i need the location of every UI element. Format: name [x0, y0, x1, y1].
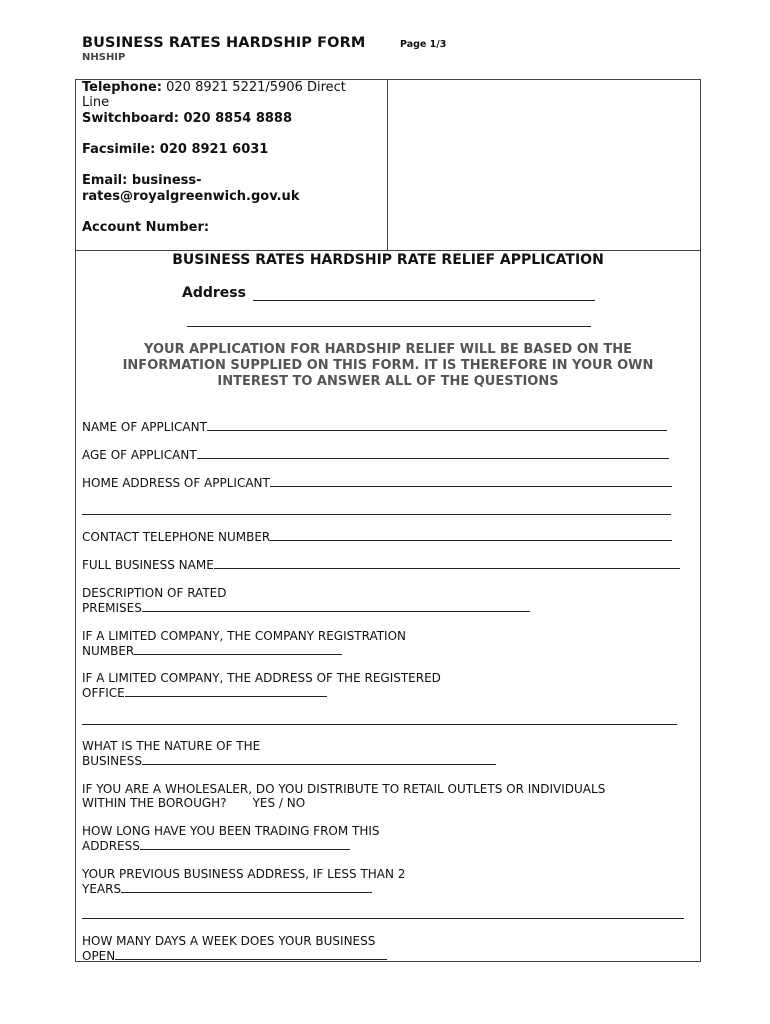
question-business-name [82, 557, 680, 572]
notice-line-3: INTEREST TO ANSWER ALL OF THE QUESTIONS [217, 374, 559, 389]
days-label-1: HOW MANY DAYS A WEEK DOES YOUR BUSINESS [82, 934, 376, 948]
page-number: Page 1/3 [400, 39, 447, 50]
section-divider [75, 250, 701, 251]
notice-line-1: YOUR APPLICATION FOR HARDSHIP RELIEF WILL BE BASED ON THE [144, 342, 632, 357]
previous-address-field-2[interactable] [82, 918, 684, 919]
home-address-field-2[interactable] [82, 514, 671, 515]
business-name-field[interactable] [214, 557, 680, 569]
email-line-2: rates@royalgreenwich.gov.uk [82, 189, 300, 204]
days-label-2: OPEN [82, 949, 116, 963]
trading-field[interactable] [140, 838, 350, 850]
question-description [82, 586, 530, 615]
facsimile-line: Facsimile: 020 8921 6031 [82, 142, 269, 157]
telephone-number-label: CONTACT TELEPHONE NUMBER [82, 530, 271, 544]
reg-office-label-2: OFFICE [82, 686, 125, 700]
previous-label-2: YEARS [82, 882, 122, 896]
description-label-1: DESCRIPTION OF RATED [82, 586, 227, 600]
previous-address-field[interactable] [121, 881, 372, 893]
question-home-address [82, 475, 672, 490]
description-label-2: PREMISES [82, 601, 142, 615]
age-label: AGE OF APPLICANT [82, 448, 197, 462]
email-line-1: Email: business- [82, 173, 202, 188]
reg-office-label-1: IF A LIMITED COMPANY, THE ADDRESS OF THE REGISTERED [82, 671, 441, 685]
telephone-label: Telephone: [82, 80, 162, 95]
nature-label-2: BUSINESS [82, 754, 142, 768]
address-line-2[interactable] [187, 326, 591, 327]
name-label: NAME OF APPLICANT [82, 420, 207, 434]
days-open-field[interactable] [115, 948, 387, 960]
form-title: BUSINESS RATES HARDSHIP FORM [82, 35, 366, 51]
reg-office-field[interactable] [125, 685, 327, 697]
question-nature [82, 739, 496, 768]
name-field[interactable] [207, 419, 667, 431]
question-telephone [82, 529, 672, 544]
business-name-label: FULL BUSINESS NAME [82, 558, 214, 572]
telephone-number-field[interactable] [270, 529, 672, 541]
telephone-line [82, 80, 346, 95]
notice-line-2: INFORMATION SUPPLIED ON THIS FORM. IT IS THEREFORE IN YOUR OWN [122, 358, 654, 373]
company-reg-label-1: IF A LIMITED COMPANY, THE COMPANY REGISTRATION [82, 629, 407, 643]
wholesaler-label-1: IF YOU ARE A WHOLESALER, DO YOU DISTRIBUTE TO RETAIL OUTLETS OR INDIVIDUALS [82, 782, 606, 796]
nature-label-1: WHAT IS THE NATURE OF THE [82, 739, 261, 753]
trading-label-2: ADDRESS [82, 839, 140, 853]
age-field[interactable] [197, 447, 669, 459]
telephone-continuation: Line [82, 95, 110, 110]
question-wholesaler [82, 782, 605, 810]
question-trading-duration [82, 824, 380, 853]
nature-field[interactable] [142, 753, 496, 765]
question-name [82, 419, 667, 434]
reg-office-field-2[interactable] [82, 724, 677, 725]
address-label: Address [182, 285, 246, 301]
home-address-label: HOME ADDRESS OF APPLICANT [82, 476, 270, 490]
account-number-label: Account Number: [82, 220, 210, 235]
yes-no-option[interactable]: YES / NO [252, 796, 306, 810]
switchboard-line: Switchboard: 020 8854 8888 [82, 111, 293, 126]
home-address-field[interactable] [270, 475, 672, 487]
wholesaler-label-2: WITHIN THE BOROUGH? [82, 796, 227, 810]
question-company-registration [82, 629, 406, 658]
application-notice [75, 342, 701, 390]
company-reg-field[interactable] [134, 643, 342, 655]
application-title: BUSINESS RATES HARDSHIP RATE RELIEF APPLICATION [172, 252, 604, 268]
description-field[interactable] [142, 600, 530, 612]
previous-label-1: YOUR PREVIOUS BUSINESS ADDRESS, IF LESS THAN 2 [82, 867, 406, 881]
question-days-open [82, 934, 387, 963]
address-line-1[interactable] [253, 300, 595, 301]
question-age [82, 447, 669, 462]
question-registered-office [82, 671, 441, 700]
trading-label-1: HOW LONG HAVE YOU BEEN TRADING FROM THIS [82, 824, 380, 838]
form-code: NHSHIP [82, 52, 126, 63]
question-previous-address [82, 867, 405, 896]
telephone-value: 020 8921 5221/5906 Direct [166, 80, 346, 95]
company-reg-label-2: NUMBER [82, 644, 135, 658]
